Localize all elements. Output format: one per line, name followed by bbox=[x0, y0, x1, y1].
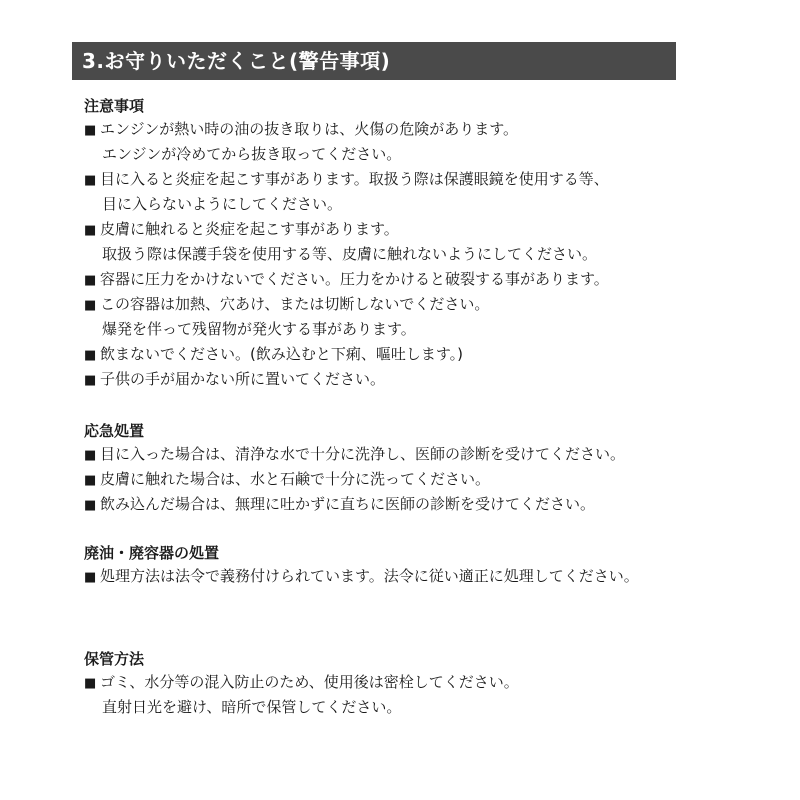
list-item: ■ この容器は加熱、穴あけ、または切断しないでください。 bbox=[84, 292, 724, 317]
list-item-continuation: エンジンが冷めてから抜き取ってください。 bbox=[102, 145, 402, 163]
section-title: 廃油・廃容器の処置 bbox=[84, 544, 220, 562]
list-item: ■ 皮膚に触れた場合は、水と石鹸で十分に洗ってください。 bbox=[84, 467, 724, 492]
section-title: 応急処置 bbox=[84, 422, 145, 440]
list-item: ■ 子供の手が届かない所に置いてください。 bbox=[84, 367, 724, 392]
section-header-title: 3.お守りいただくこと(警告事項) bbox=[82, 49, 391, 73]
list-item-continuation: 爆発を伴って残留物が発火する事があります。 bbox=[102, 320, 416, 338]
list-item-continuation: 目に入らないようにしてください。 bbox=[102, 195, 343, 213]
list-item: ■ 飲まないでください。(飲み込むと下痢、嘔吐します。) bbox=[84, 342, 724, 367]
list-item-continuation: 取扱う際は保護手袋を使用する等、皮膚に触れないようにしてください。 bbox=[102, 245, 598, 263]
list-item: ■ 処理方法は法令で義務付けられています。法令に従い適正に処理してください。 bbox=[84, 564, 724, 589]
list-item: ■ ゴミ、水分等の混入防止のため、使用後は密栓してください。 bbox=[84, 670, 724, 695]
section-title: 注意事項 bbox=[84, 97, 145, 115]
list-item: ■ 飲み込んだ場合は、無理に吐かずに直ちに医師の診断を受けてください。 bbox=[84, 492, 724, 517]
list-item: ■ エンジンが熱い時の油の抜き取りは、火傷の危険があります。 bbox=[84, 117, 724, 142]
section-title: 保管方法 bbox=[84, 650, 145, 668]
section-header bbox=[72, 42, 676, 80]
section-first-aid bbox=[84, 420, 724, 517]
list-item: ■ 目に入った場合は、清浄な水で十分に洗浄し、医師の診断を受けてください。 bbox=[84, 442, 724, 467]
section-caution bbox=[84, 95, 724, 392]
section-disposal bbox=[84, 542, 724, 589]
section-storage bbox=[84, 648, 724, 720]
list-item-continuation: 直射日光を避け、暗所で保管してください。 bbox=[102, 698, 402, 716]
list-item: ■ 容器に圧力をかけないでください。圧力をかけると破裂する事があります。 bbox=[84, 267, 724, 292]
list-item: ■ 目に入ると炎症を起こす事があります。取扱う際は保護眼鏡を使用する等、 bbox=[84, 167, 724, 192]
list-item: ■ 皮膚に触れると炎症を起こす事があります。 bbox=[84, 217, 724, 242]
